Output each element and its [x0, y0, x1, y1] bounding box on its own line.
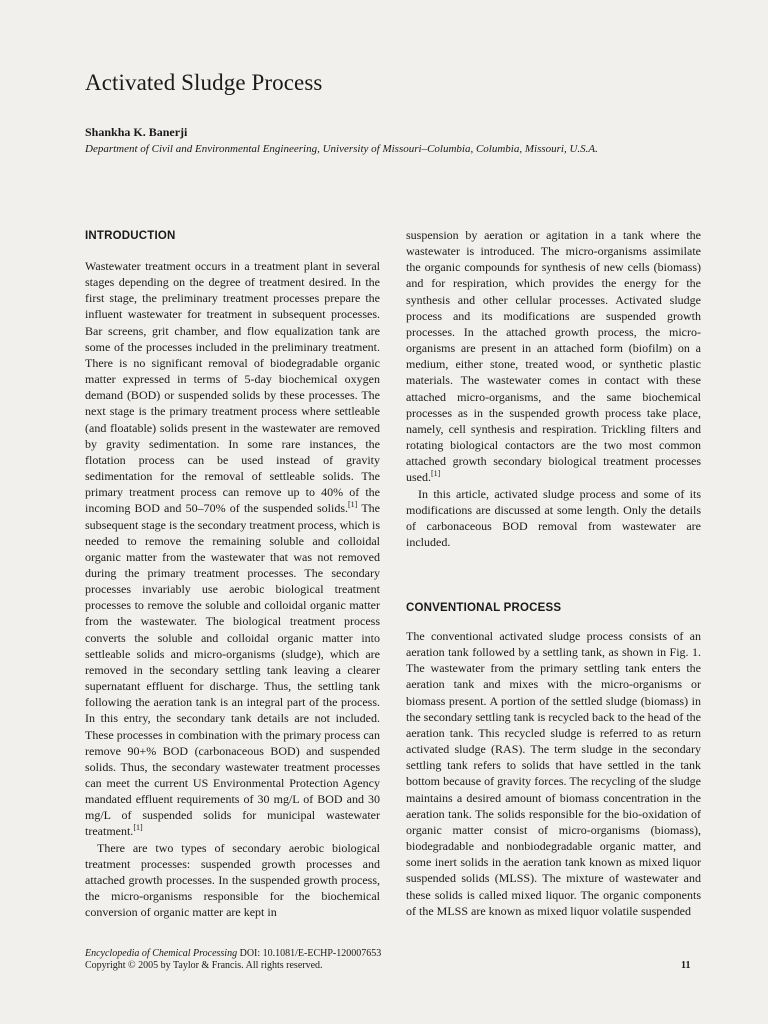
doi: DOI: 10.1081/E-ECHP-120007653	[237, 948, 382, 959]
page-number: 11	[681, 960, 691, 971]
citation-ref: [1]	[431, 469, 441, 479]
author-affiliation: Department of Civil and Environmental Engineering, University of Missouri–Columbia, Columbia, Missouri, U.S.A.	[85, 143, 598, 155]
page-footer	[85, 948, 381, 972]
article-title: Activated Sludge Process	[85, 70, 323, 95]
citation-ref: [1]	[348, 500, 358, 510]
copyright: Copyright © 2005 by Taylor & Francis. All rights reserved.	[85, 960, 323, 971]
conventional-process-paragraph-1: The conventional activated sludge process consists of an aeration tank followed by a settling tank, as shown in Fig. 1. The wastewater from the primary settling tank enters the aeration tank and mixes with the micro-organisms or biomass present. A portion of the settled sludge (biomass) in the secondary settling tank is recycled back to the head of the aeration tank. This recycled sludge is referred to as return activated sludge (RAS). The term sludge in the secondary settling tank refers to solids that have settled in the tank bottom because of gravity forces. The recycling of the sludge maintains a desired amount of biomass concentration in the aeration tank. The solids responsible for the bio-oxidation of organic matter consist of micro-organisms (biomass), biodegradable and nonbiodegradable organic matter, and some inert solids in the aeration tank known as mixed liquor suspended solids (MLSS). The mixture of wastewater and these solids is called mixed liquor. The organic components of the MLSS are known as mixed liquor volatile suspended	[406, 629, 701, 918]
introduction-paragraph-1	[85, 258, 380, 920]
author-name: Shankha K. Banerji	[85, 125, 188, 139]
intro-p1-text-a: Wastewater treatment occurs in a treatment plant in several stages depending on the degree of treatment desired. In the first stage, the preliminary treatment processes prepare the influent wastewater for treatment in subsequent processes. Bar screens, grit chamber, and flow equalization tank are some of the processes included in the preliminary treatment. There is no significant removal of biodegradable organic matter expressed in terms of 5-day biochemical oxygen demand (BOD) or suspended solids by these processes. The next stage is the primary treatment process where settleable (and floatable) solids present in the wastewater are removed by gravity sedimentation. In some rare instances, the flotation process can be used instead of gravity sedimentation for the removal of settleable solids. The primary treatment process can remove up to 40% of the incoming BOD and 50–70% of the suspended solids.	[85, 259, 380, 516]
journal-name: Encyclopedia of Chemical Processing	[85, 948, 238, 959]
conventional-process-heading: CONVENTIONAL PROCESS	[406, 602, 562, 614]
introduction-paragraph-2: There are two types of secondary aerobic biological treatment processes: suspended growth processes and attached growth processes. In the suspended growth process, the micro-organisms responsible for the biochemical conversion of organic matter are kept in	[85, 840, 380, 920]
intro-p2-cont-text: suspension by aeration or agitation in a tank where the wastewater is introduced. The micro-organisms assimilate the organic compounds for synthesis of new cells (biomass) and for respiration, which provides the energy for the synthesis and other cellular processes. Activated sludge process and its modifications are suspended growth processes. In the attached growth process, the micro-organisms are present in an attached form (biofilm) on a medium, either stone, treated wood, or synthetic plastic materials. The wastewater comes in contact with these attached micro-organisms, and the same biochemical processes as in the suspended growth process take place, namely, cell synthesis and respiration. Trickling filters and rotating biological contactors are the two most common attached growth secondary biological treatment processes used.	[406, 228, 701, 485]
intro-p1-text-b: The subsequent stage is the secondary treatment process, which is needed to remove the remaining soluble and colloidal organic matter from the wastewater that was not removed during the primary treatment processes. The secondary processes invariably use aerobic biological treatment processes to remove the soluble and colloidal organic matter from the wastewater. The biological treatment process converts the soluble and colloidal organic matter into settleable solids and micro-organisms (sludge), which are removed in the secondary settling tank leaving a clearer supernatant effluent for discharge. Thus, the settling tank following the aeration tank is an integral part of the process. In this entry, the secondary tank details are not included. These processes in combination with the primary process can remove 90+% BOD (carbonaceous BOD) and suspended solids. Thus, the secondary wastewater treatment processes can meet the current US Environmental Protection Agency mandated effluent requirements of 30 mg/L of BOD and 30 mg/L of suspended solids for municipal wastewater treatment.	[85, 501, 380, 839]
introduction-heading: INTRODUCTION	[85, 230, 176, 242]
introduction-paragraph-2-continued	[406, 227, 701, 550]
introduction-paragraph-3: In this article, activated sludge process and some of its modifications are discussed at some length. Only the details of carbonaceous BOD removal from wastewater are included.	[406, 486, 701, 549]
citation-ref: [1]	[133, 823, 143, 833]
